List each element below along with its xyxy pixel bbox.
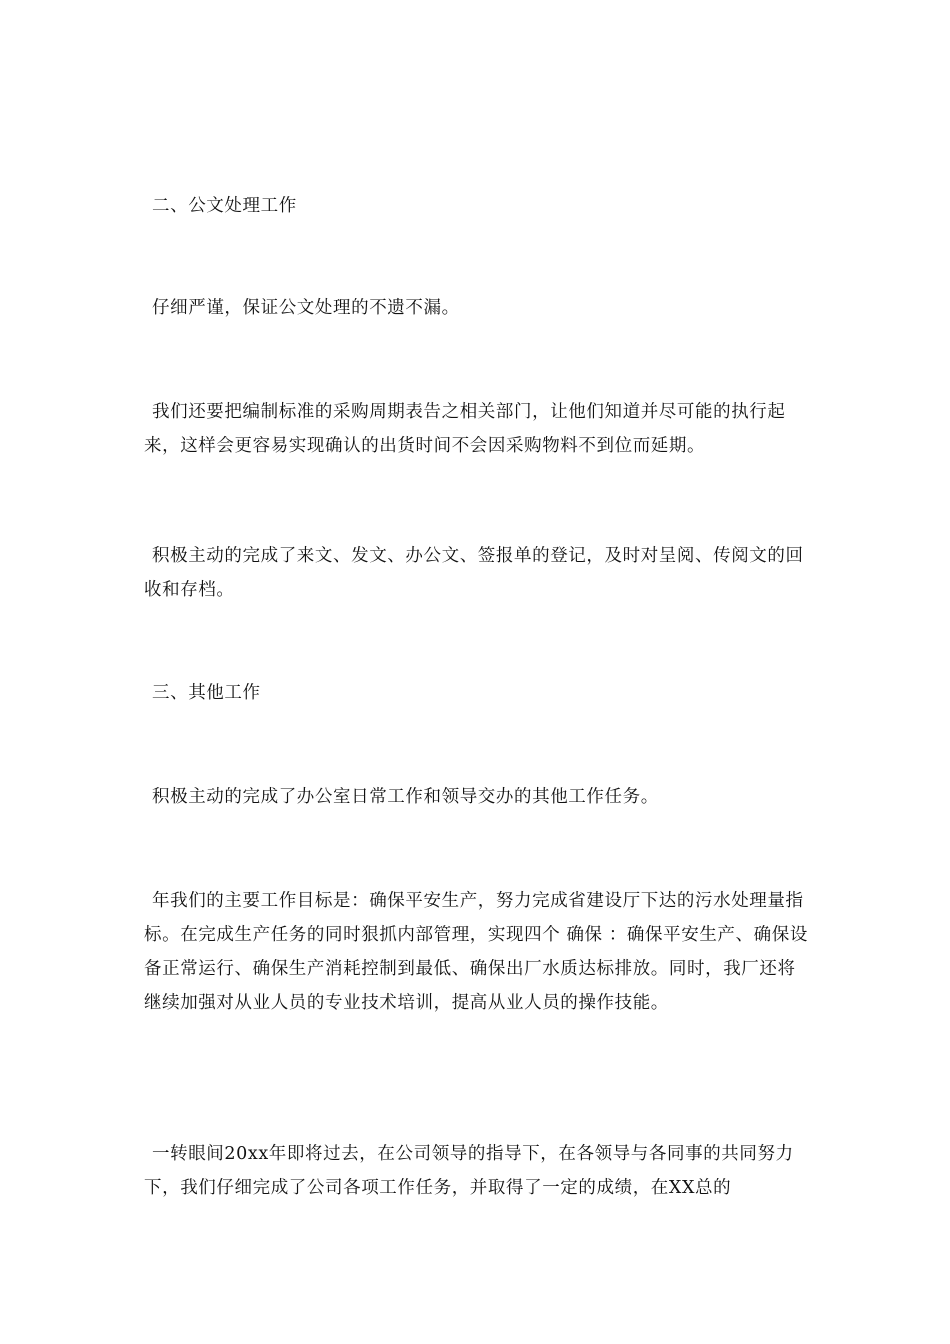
paragraph-office-daily-work: 积极主动的完成了办公室日常工作和领导交办的其他工作任务。	[152, 787, 659, 807]
paragraph-careful-processing: 仔细严谨，保证公文处理的不遗不漏。	[152, 298, 460, 318]
section-heading-other-work: 三、其他工作	[152, 683, 261, 703]
section-heading-document-processing: 二、公文处理工作	[152, 196, 297, 216]
paragraph-year-review: 一转眼间20xx年即将过去，在公司领导的指导下，在各领导与各同事的共同努力下，我们仔细完成了公司各项工作任务，并取得了一定的成绩，在XX总的	[144, 1144, 794, 1198]
paragraph-annual-goals: 年我们的主要工作目标是：确保平安生产，努力完成省建设厅下达的污水处理量指标。在完成生产任务的同时狠抓内部管理，实现四个 确保 ：确保平安生产、确保设备正常运行、确保生产消耗控制到最低、确保出厂水质达标排放。同时，我厂还将继续加强对从业人员的专业技术培训，提高从业人员的操作技能。	[144, 891, 808, 1013]
paragraph-document-registration: 积极主动的完成了来文、发文、办公文、签报单的登记，及时对呈阅、传阅文的回收和存档。	[144, 546, 804, 600]
paragraph-procurement-schedule: 我们还要把编制标准的采购周期表告之相关部门，让他们知道并尽可能的执行起来，这样会更容易实现确认的出货时间不会因采购物料不到位而延期。	[144, 402, 786, 456]
